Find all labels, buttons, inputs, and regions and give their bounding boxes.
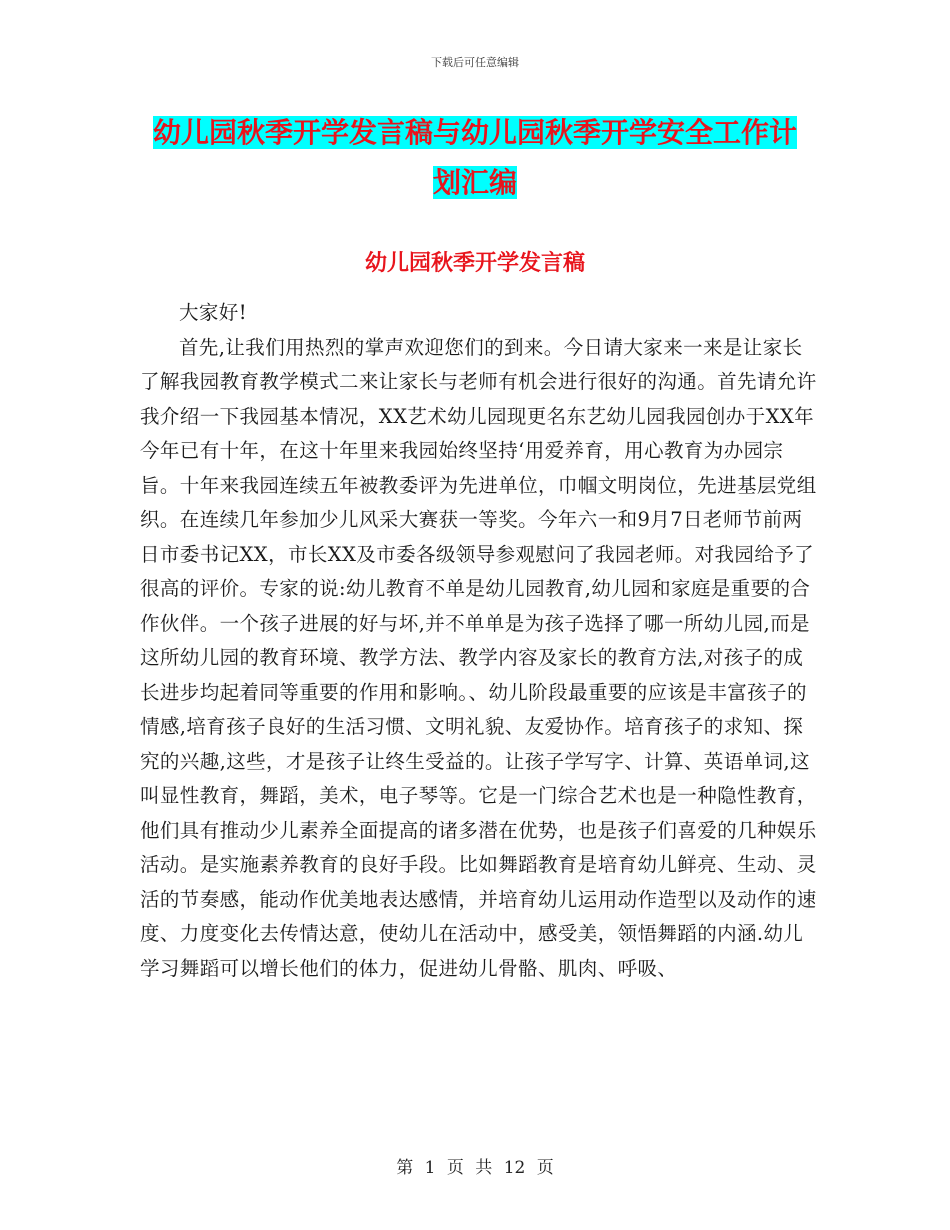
document-title: [140, 108, 810, 208]
body-paragraph: 首先,让我们用热烈的掌声欢迎您们的到来。今日请大家来一来是让家长了解我园教育教学模式二来让家长与老师有机会进行很好的沟通。首先请允许我介绍一下我园基本情况，XX艺术幼儿园现更名东艺幼儿园我园创办于XX年今年已有十年，在这十年里来我园始终坚持‘用爱养育，用心教育为办园宗旨。十年来我园连续五年被教委评为先进单位，巾帼文明岗位，先进基层党组织。在连续几年参加少儿风采大赛获一等奖。今年六一和9月7日老师节前两日市委书记XX，市长XX及市委各级领导参观慰问了我园老师。对我园给予了很高的评价。专家的说:幼儿教育不单是幼儿园教育,幼儿园和家庭是重要的合作伙伴。一个孩子进展的好与坏,并不单单是为孩子选择了哪一所幼儿园,而是这所幼儿园的教育环境、教学方法、教学内容及家长的教育方法,对孩子的成长进步均起着同等重要的作用和影响。、幼儿阶段最重要的应该是丰富孩子的情感,培育孩子良好的生活习惯、文明礼貌、友爱协作。培育孩子的求知、探究的兴趣,这些，才是孩子让终生受益的。让孩子学写字、计算、英语单词,这叫显性教育，舞蹈，美术，电子琴等。它是一门综合艺术也是一种隐性教育，他们具有推动少儿素养全面提高的诸多潜在优势，也是孩子们喜爱的几种娱乐活动。是实施素养教育的良好手段。比如舞蹈教育是培育幼儿鲜亮、生动、灵活的节奏感，能动作优美地表达感情，并培育幼儿运用动作造型以及动作的速度、力度变化去传情达意，使幼儿在活动中，感受美，领悟舞蹈的内涵.幼儿学习舞蹈可以增长他们的体力，促进幼儿骨骼、肌肉、呼吸、: [140, 335, 817, 980]
page-number: 第 1 页 共 12 页: [396, 1158, 554, 1178]
header-note: 下载后可任意编辑: [431, 56, 519, 69]
body-text: [140, 296, 820, 986]
document-title-text: 幼儿园秋季开学发言稿与幼儿园秋季开学安全工作计划汇编: [152, 116, 797, 199]
greeting-paragraph: 大家好!: [179, 301, 247, 324]
section-title: 幼儿园秋季开学发言稿: [364, 251, 585, 276]
